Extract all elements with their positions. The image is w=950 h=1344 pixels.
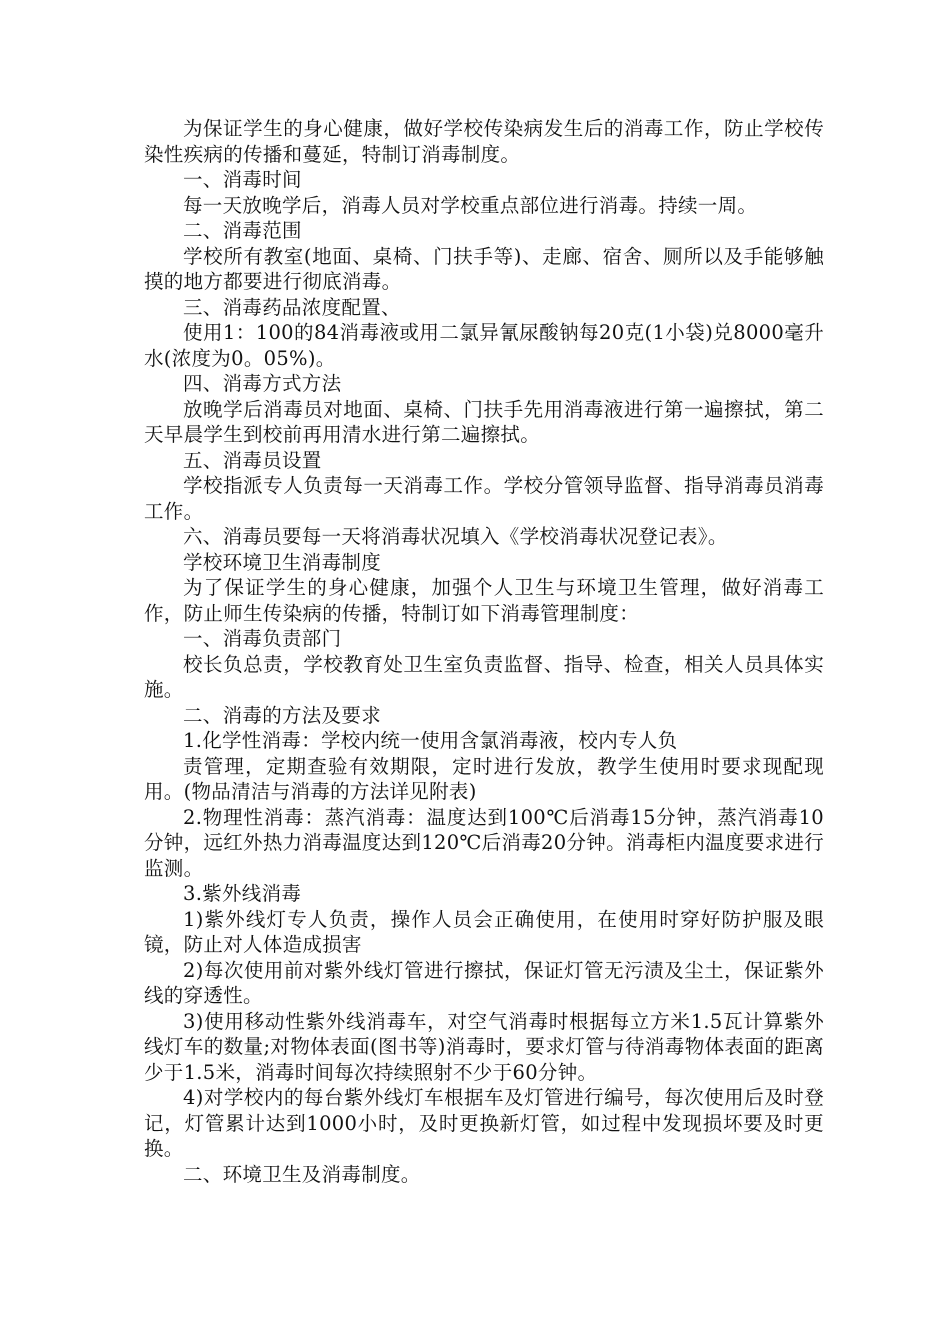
list-item: 3.紫外线消毒 <box>183 882 302 905</box>
section-heading: 三、消毒药品浓度配置、 <box>183 295 401 319</box>
section-heading: 二、消毒范围 <box>183 219 302 242</box>
body-paragraph: 校长负总责，学校教育处卫生室负责监督、指导、检查，相关人员具体实施。 <box>144 652 824 701</box>
body-paragraph: 放晚学后消毒员对地面、桌椅、门扶手先用消毒液进行第一遍擦拭，第二天早晨学生到校前再用清水进行第二遍擦拭。 <box>144 397 824 446</box>
section-heading: 一、消毒负责部门 <box>183 627 342 650</box>
body-paragraph: 责管理，定期查验有效期限，定时进行发放，教学生使用时要求现配现用。(物品清洁与消毒的方法详见附表) <box>144 754 824 803</box>
list-item: 3)使用移动性紫外线消毒车，对空气消毒时根据每立方米1.5瓦计算紫外线灯车的数量;对物体表面(图书等)消毒时，要求灯管与待消毒物体表面的距离少于1.5米，消毒时间每次持续照射不少于60分钟。 <box>144 1009 824 1084</box>
list-item: 2.物理性消毒：蒸汽消毒：温度达到100℃后消毒15分钟，蒸汽消毒10分钟，远红外热力消毒温度达到120℃后消毒20分钟。消毒柜内温度要求进行监测。 <box>144 805 824 880</box>
list-item: 1)紫外线灯专人负责，操作人员会正确使用，在使用时穿好防护服及眼镜，防止对人体造成损害 <box>144 907 824 956</box>
body-paragraph: 为了保证学生的身心健康，加强个人卫生与环境卫生管理，做好消毒工作，防止师生传染病的传播，特制订如下消毒管理制度： <box>144 576 824 625</box>
section-heading: 二、消毒的方法及要求 <box>183 703 382 727</box>
section-heading: 一、消毒时间 <box>183 168 302 191</box>
document-page <box>144 116 824 1187</box>
list-item: 1.化学性消毒：学校内统一使用含氯消毒液，校内专人负 <box>183 729 678 752</box>
intro-paragraph: 为保证学生的身心健康，做好学校传染病发生后的消毒工作，防止学校传染性疾病的传播和蔓延，特制订消毒制度。 <box>144 117 824 166</box>
section-heading: 六、消毒员要每一天将消毒状况填入《学校消毒状况登记表》。 <box>183 525 728 548</box>
list-item: 4)对学校内的每台紫外线灯车根据车及灯管进行编号，每次使用后及时登记，灯管累计达到1000小时，及时更换新灯管，如过程中发现损坏要及时更换。 <box>144 1086 824 1160</box>
body-paragraph: 学校所有教室(地面、桌椅、门扶手等)、走廊、宿舍、厕所以及手能够触摸的地方都要进行彻底消毒。 <box>144 244 824 293</box>
body-paragraph: 使用1：100的84消毒液或用二氯异氰尿酸钠每20克(1小袋)兑8000毫升水(浓度为0。05%)。 <box>144 321 824 370</box>
section-heading: 四、消毒方式方法 <box>183 372 342 395</box>
body-paragraph: 每一天放晚学后，消毒人员对学校重点部位进行消毒。持续一周。 <box>183 193 758 217</box>
document-subtitle: 学校环境卫生消毒制度 <box>183 550 382 574</box>
body-paragraph: 学校指派专人负责每一天消毒工作。学校分管领导监督、指导消毒员消毒工作。 <box>144 474 824 523</box>
section-heading: 五、消毒员设置 <box>183 448 322 472</box>
section-heading: 二、环境卫生及消毒制度。 <box>183 1162 421 1186</box>
list-item: 2)每次使用前对紫外线灯管进行擦拭，保证灯管无污渍及尘土，保证紫外线的穿透性。 <box>144 958 824 1007</box>
